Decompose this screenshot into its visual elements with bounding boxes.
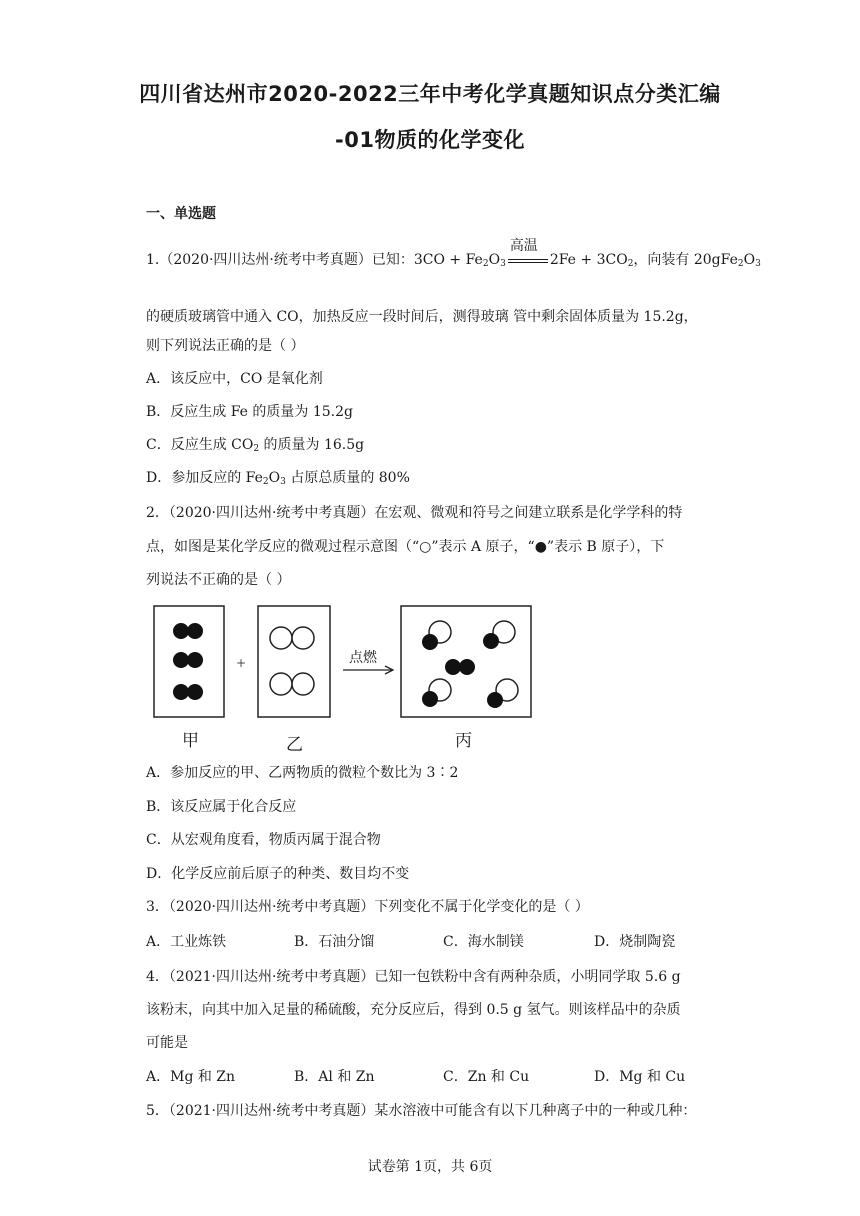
- question-2-option-b: B．该反应属于化合反应: [146, 799, 297, 815]
- question-3-option-d: D．烧制陶瓷: [594, 934, 676, 950]
- question-2-option-a: A．参加反应的甲、乙两物质的微粒个数比为 3∶2: [146, 765, 459, 781]
- question-3-line1: 3．（2020·四川达州·统考中考真题）下列变化不属于化学变化的是（ ）: [146, 899, 589, 915]
- label-yi: 乙: [286, 735, 303, 755]
- molecule-b2: [173, 652, 203, 668]
- question-2-option-c: C．从宏观角度看，物质丙属于混合物: [146, 832, 381, 848]
- question-1-line2: 的硬质玻璃管中通入 CO，加热反应一段时间后，测得玻璃 管中剩余固体质量为 15.2g，: [146, 309, 698, 325]
- molecule-b2: [445, 659, 475, 675]
- molecule-ab: [422, 679, 451, 707]
- question-3-option-a: A．工业炼铁: [146, 934, 227, 950]
- box-yi: [258, 606, 330, 717]
- plus-sign: +: [236, 656, 247, 670]
- question-2-line1: 2．（2020·四川达州·统考中考真题）在宏观、微观和符号之间建立联系是化学学科的特: [146, 505, 683, 521]
- question-2-line2: 点，如图是某化学反应的微观过程示意图（“○”表示 A 原子，“●”表示 B 原子），下: [146, 539, 665, 555]
- reaction-condition: 高温: [508, 253, 548, 267]
- question-5-line1: 5．（2021·四川达州·统考中考真题）某水溶液中可能含有以下几种离子中的一种或几种：: [146, 1103, 697, 1119]
- molecule-a2: [270, 673, 314, 695]
- question-4-option-b: B．Al 和 Zn: [294, 1069, 375, 1085]
- question-3-option-c: C．海水制镁: [443, 934, 524, 950]
- question-4-line2: 该粉末，向其中加入足量的稀硫酸，充分反应后，得到 0.5 g 氢气。则该样品中的杂质: [146, 1002, 681, 1018]
- molecule-a2: [270, 627, 314, 649]
- question-1-option-d: D．参加反应的 $Fe_2O_3$ 占原总质量的 80%: [146, 470, 410, 487]
- molecule-b2: [173, 684, 203, 700]
- molecule-b2: [173, 623, 203, 639]
- molecule-ab: [422, 621, 451, 650]
- question-4-line3: 可能是: [146, 1035, 188, 1051]
- page-title: 四川省达州市2020-2022三年中考化学真题知识点分类汇编: [139, 82, 721, 106]
- question-2-option-d: D．化学反应前后原子的种类、数目均不变: [146, 866, 410, 882]
- question-4-option-a: A．Mg 和 Zn: [146, 1069, 236, 1085]
- arrow-condition-label: 点燃: [349, 650, 377, 666]
- question-1-stem: 1.（2020·四川达州·统考中考真题）已知：$3CO + Fe_2O_3$ 高温 $2Fe + 3CO_2$，向装有 $20gFe_2O_3$: [146, 238, 761, 269]
- question-1-option-c: C．反应生成 $CO_2$ 的质量为 16.5g: [146, 437, 365, 454]
- question-4-option-d: D．Mg 和 Cu: [594, 1069, 686, 1085]
- question-4-option-c: C．Zn 和 Cu: [443, 1069, 530, 1085]
- section-heading: 一、单选题: [146, 206, 216, 222]
- molecule-ab: [483, 621, 515, 649]
- question-2-line3: 列说法不正确的是（ ）: [146, 572, 291, 588]
- label-bing: 丙: [455, 731, 472, 751]
- question-1-line3: 则下列说法正确的是（ ）: [146, 338, 305, 354]
- molecule-ab: [487, 679, 518, 708]
- page-footer: 试卷第 1页，共 6页: [367, 1159, 493, 1175]
- question-3-option-b: B．石油分馏: [294, 934, 375, 950]
- question-1-option-a: A．该反应中，CO 是氧化剂: [146, 371, 323, 387]
- question-1-option-b: B．反应生成 Fe 的质量为 15.2g: [146, 404, 354, 420]
- page-title-line2: -01物质的化学变化: [335, 128, 525, 152]
- label-jia: 甲: [182, 731, 199, 751]
- question-4-line1: 4．（2021·四川达州·统考中考真题）已知一包铁粉中含有两种杂质，小明同学取 5.6 g: [146, 969, 681, 985]
